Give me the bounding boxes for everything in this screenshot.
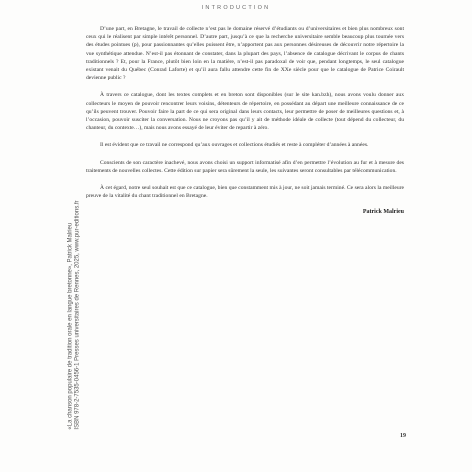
body-text xyxy=(86,25,404,215)
paragraph-4: Conscients de son caractère inachevé, nous avons choisi un support informatisé afin d’en permettre l’évolution au fur et à mesure des traitements de nouvelles collectes. Cette édition sur papier sera sûrement la seule, les suivantes seront consultables par télécommunication. xyxy=(86,159,404,174)
page-number: 19 xyxy=(400,433,406,439)
paragraph-2: À travers ce catalogue, dont les textes complets et en breton sont disponibles (sur le site kan.bzh), nous avons voulu donner aux collecteurs le moyen de pouvoir rencontrer leurs voisins, détenteurs de répertoire, en possédant au départ une meilleure connaissance de ce qu’ils peuvent trouver. Pouvoir faire la part de ce qui sera original dans leurs contacts, leur permettre de poser de meilleures questions et, à l’occasion, pouvoir susciter la conversation. Nous ne croyons pas qu’il y ait de méthode idéale de collecte (tout dépend du collecteur, du chanteur, du contexte…), mais nous avons essayé de leur éviter de repartir à zéro. xyxy=(86,92,404,132)
paragraph-3: Il est évident que ce travail ne correspond qu’aux ouvrages et collections étudiés et reste à compléter d’années à années. xyxy=(100,142,369,149)
paragraph-1: D’une part, en Bretagne, le travail de collecte n’est pas le domaine réservé d’étudiants ou d’universitaires et bien plus nombreux sont ceux qui le réalisent par simple intérêt personnel. D’autre part, jusqu’à ce que la recherche universitaire semble beaucoup plus tournée vers des études pointues (p), pour passionnantes qu’elles puissent être, n’apportent pas aux personnes désireuses de découvrir notre répertoire la vue synthétique attendue. N’est-il pas étonnant de constater, dans la plupart des pays, l’absence de catalogue décrivant le corpus de chants traditionnels ? Et, pour la France, plutôt bien loin en la matière, n’est-il pas paradoxal de voir que, pendant longtemps, le seul catalogue existant venait du Québec (Conrad Laforte) et qu’il aura fallu attendre cette fin de XXe siècle pour que le catalogue de Patrice Coirault devienne public ? xyxy=(86,26,404,82)
author-signature: Patrick Malrieu xyxy=(362,209,404,216)
side-note-line-1: «La chanson populaire de tradition orale en langue bretonne», Patrick Malrieu xyxy=(67,223,74,430)
paragraph-5: À cet égard, notre seul souhait est que ce catalogue, bien que constamment mis à jour, ne soit jamais terminé. Ce sera alors la meilleure preuve de la vitalité du chant traditionnel en Bretagne. xyxy=(86,185,404,200)
side-note-line-2: ISBN 978-2-7535-0456-1 Presses universitaires de Rennes, 2025, www.pur-editions.fr xyxy=(74,200,81,430)
copyright-side-note xyxy=(67,201,82,430)
running-head-title: INTRODUCTION xyxy=(201,5,271,11)
